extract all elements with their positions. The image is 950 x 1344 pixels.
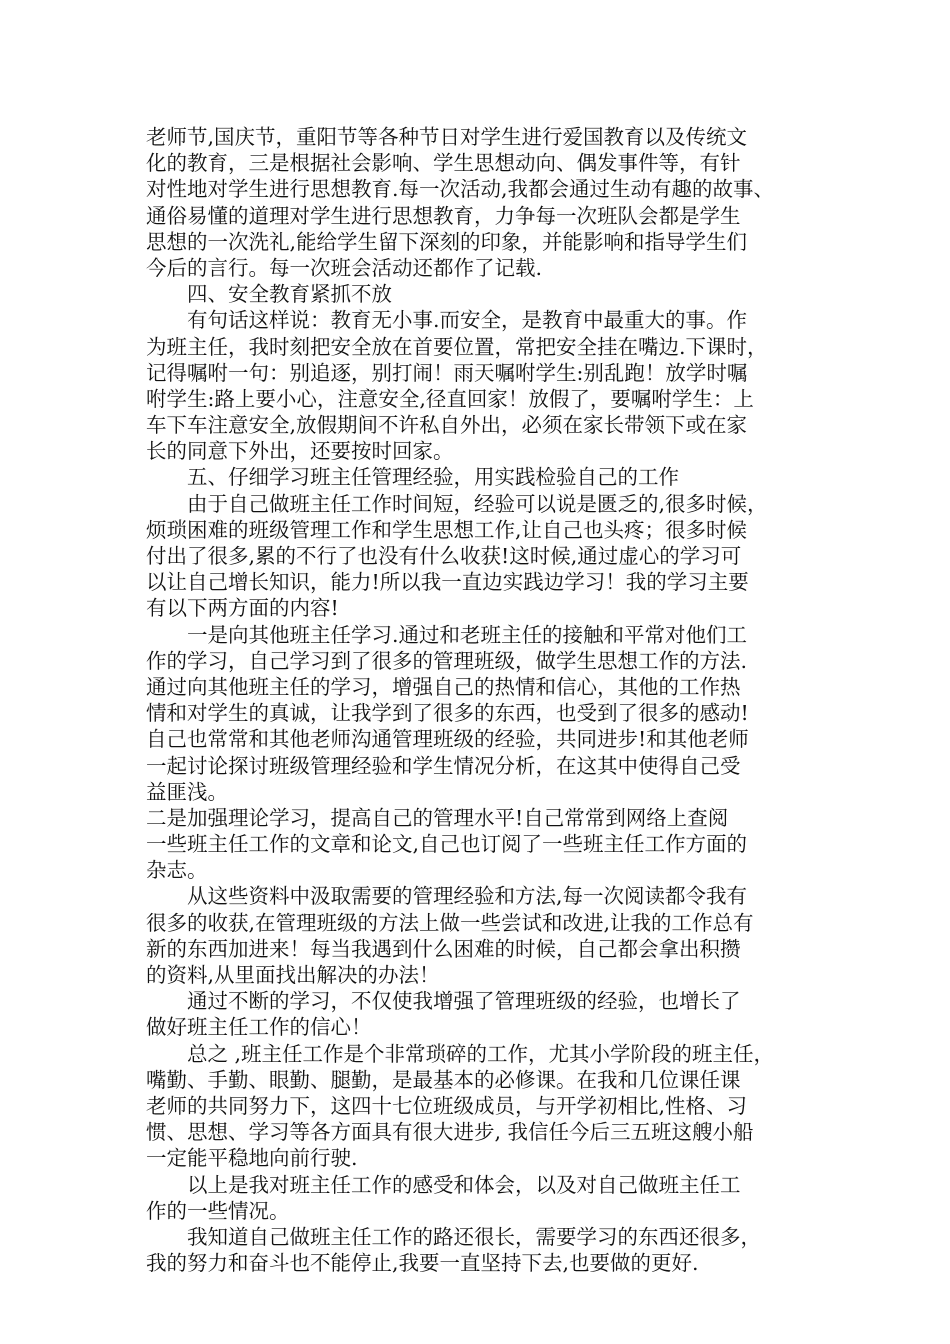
text-line: 新的东西加进来！每当我遇到什么困难的时候，自己都会拿出积攒 xyxy=(146,936,741,961)
text-line: 思想的一次洗礼,能给学生留下深刻的印象，并能影响和指导学生们 xyxy=(146,229,748,254)
text-line: 付出了很多,累的不行了也没有什么收获!这时候,通过虚心的学习可 xyxy=(146,544,742,568)
text-line: 有以下两方面的内容! xyxy=(146,596,339,621)
document-page xyxy=(146,124,814,1276)
text-line: 一起讨论探讨班级管理经验和学生情况分析，在这其中使得自己受 xyxy=(146,753,741,778)
text-line: 杂志。 xyxy=(146,858,208,883)
text-line: 自己也常常和其他老师沟通管理班级的经验，共同进步!和其他老师 xyxy=(146,727,749,752)
text-line: 作的一些情况。 xyxy=(146,1198,290,1223)
text-line: 化的教育，三是根据社会影响、学生思想动向、偶发事件等，有针 xyxy=(146,151,741,176)
text-line: 由于自己做班主任工作时间短，经验可以说是匮乏的,很多时候， xyxy=(187,491,768,516)
text-line: 通过向其他班主任的学习，增强自己的热情和信心，其他的工作热 xyxy=(146,674,741,699)
text-line: 今后的言行。每一次班会活动还都作了记载. xyxy=(146,255,543,280)
text-line: 老师的共同努力下，这四十七位班级成员，与开学初相比,性格、习 xyxy=(146,1093,748,1118)
text-line: 的资料,从里面找出解决的办法！ xyxy=(146,963,440,987)
text-line: 总之 ,班主任工作是个非常琐碎的工作，尤其小学阶段的班主任， xyxy=(187,1041,775,1066)
text-line: 一定能平稳地向前行驶. xyxy=(146,1146,358,1171)
text-line: 车下车注意安全,放假期间不许私自外出，必须在家长带领下或在家 xyxy=(146,413,748,438)
text-line: 长的同意下外出，还要按时回家。 xyxy=(146,439,454,464)
text-line: 以上是我对班主任工作的感受和体会，以及对自己做班主任工 xyxy=(187,1172,741,1197)
section-heading: 四、安全教育紧抓不放 xyxy=(187,282,392,307)
text-line: 我的努力和奋斗也不能停止,我要一直坚持下去,也要做的更好. xyxy=(146,1251,699,1276)
text-line: 对性地对学生进行思想教育.每一次活动,我都会通过生动有趣的故事、 xyxy=(146,177,775,202)
text-line: 为班主任，我时刻把安全放在首要位置，常把安全挂在嘴边.下课时， xyxy=(146,334,768,359)
text-line: 我知道自己做班主任工作的路还很长，需要学习的东西还很多， xyxy=(187,1224,761,1249)
text-line: 有句话这样说：教育无小事.而安全，是教育中最重大的事。作 xyxy=(187,308,748,333)
text-line: 记得嘱咐一句：别追逐，别打闹！雨天嘱咐学生:别乱跑！放学时嘱 xyxy=(146,360,748,385)
text-line: 通过不断的学习，不仅使我增强了管理班级的经验，也增长了 xyxy=(187,989,741,1014)
section-heading: 五、仔细学习班主任管理经验，用实践检验自己的工作 xyxy=(187,465,679,490)
text-line: 惯、思想、学习等各方面具有很大进步, 我信任今后三五班这艘小船 xyxy=(146,1120,754,1145)
text-line: 嘴勤、手勤、眼勤、腿勤，是最基本的必修课。在我和几位课任课 xyxy=(146,1067,741,1092)
text-line: 二是加强理论学习，提高自己的管理水平!自己常常到网络上查阅 xyxy=(146,805,729,830)
text-line: 老师节,国庆节，重阳节等各种节日对学生进行爱国教育以及传统文 xyxy=(146,125,748,149)
text-line: 情和对学生的真诚，让我学到了很多的东西，也受到了很多的感动! xyxy=(146,701,749,726)
text-line: 通俗易懂的道理对学生进行思想教育，力争每一次班队会都是学生 xyxy=(146,203,741,228)
text-line: 咐学生:路上要小心，注意安全,径直回家！放假了，要嘱咐学生：上 xyxy=(146,386,754,411)
text-line: 很多的收获,在管理班级的方法上做一些尝试和改进,让我的工作总有 xyxy=(146,910,754,935)
text-line: 一是向其他班主任学习.通过和老班主任的接触和平常对他们工 xyxy=(187,622,748,647)
text-line: 从这些资料中汲取需要的管理经验和方法,每一次阅读都令我有 xyxy=(187,884,748,909)
text-line: 益匪浅。 xyxy=(146,779,228,804)
text-line: 烦琐困难的班级管理工作和学生思想工作,让自己也头疼；很多时候 xyxy=(146,517,748,542)
text-line: 作的学习，自己学习到了很多的管理班级，做学生思想工作的方法. xyxy=(146,648,748,673)
text-line: 一些班主任工作的文章和论文,自己也订阅了一些班主任工作方面的 xyxy=(146,832,748,857)
text-line: 以让自己增长知识，能力!所以我一直边实践边学习！我的学习主要 xyxy=(146,570,749,595)
text-line: 做好班主任工作的信心！ xyxy=(146,1015,372,1040)
